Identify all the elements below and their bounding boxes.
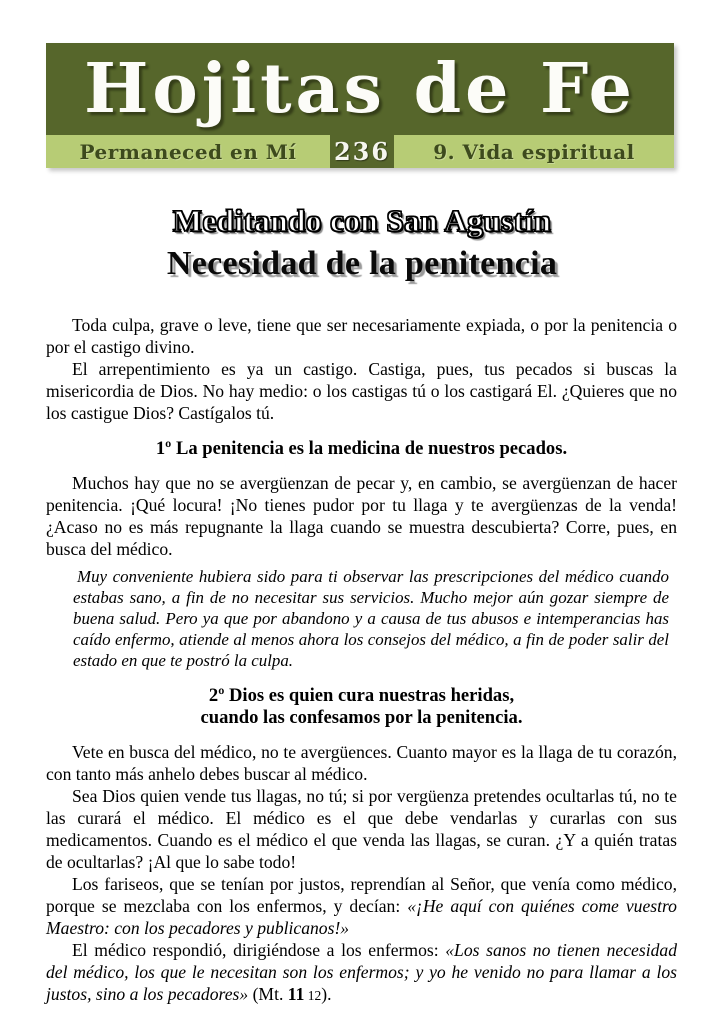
section-heading-2-line2: cuando las confesamos por la penitencia.	[200, 707, 523, 728]
scripture-ref-chapter: 11	[287, 984, 305, 1004]
masthead	[46, 43, 674, 168]
scripture-ref-verse: 12	[304, 988, 322, 1003]
article-title: Necesidad de la penitencia	[166, 244, 558, 282]
paragraph-2: El arrepentimiento es ya un castigo. Castiga, pues, tus pecados si buscas la misericordia de Dios. No hay medio: o los castigas tú o los castigará El. ¿Quieres que no los castigue Dios? Castígalos tú.	[46, 359, 677, 423]
issue-number-box	[330, 135, 394, 168]
paragraph-1: Toda culpa, grave o leve, tiene que ser necesariamente expiada, o por la penitencia o por el castigo divino.	[46, 315, 677, 357]
paragraph-5: Sea Dios quien vende tus llagas, no tú; si por vergüenza pretendes ocultarlas tú, no te las curará el médico. El médico es el que debe vendarlas y curarlas con sus medicamentos. Cuando es el médico el que venda las llagas, se curan. ¿Y a quién tratas de ocultarlas? ¡Al que lo sabe todo!	[46, 786, 677, 872]
scripture-ref-open: (Mt.	[248, 984, 288, 1004]
masthead-series: 9. Vida espiritual	[433, 139, 635, 164]
quote-block: Muy conveniente hubiera sido para ti observar las prescripciones del médico cuando estabas sano, a fin de no necesitar sus servicios. Mucho mejor aún gozar siempre de buena salud. Pero ya que por abandono y a causa de tus abusos e intemperancias has caído enfermo, atiende al menos ahora los consejos del médico, a fin de poder salir del estado en que te postró la culpa.	[73, 567, 669, 670]
section-heading-2	[46, 685, 677, 729]
section-heading-1: 1º La penitencia es la medicina de nuestros pecados.	[155, 438, 568, 459]
masthead-motto: Permaneced en Mí	[79, 139, 297, 164]
paragraph-7	[46, 939, 677, 1007]
article-title-block	[0, 202, 724, 283]
issue-number: 236	[333, 137, 391, 166]
paragraph-7-quote: «Los sanos no tienen necesidad del médico, los que le necesitan son los enfermos; y yo he venido no para llamar a los justos, sino a los pecadores»	[46, 940, 677, 1004]
paragraph-4: Vete en busca del médico, no te avergüences. Cuanto mayor es la llaga de tu corazón, con tanto más anhelo debes buscar al médico.	[46, 742, 677, 784]
masthead-motto-box	[46, 135, 330, 168]
masthead-series-box	[394, 135, 674, 168]
scripture-ref-close: ).	[321, 984, 332, 1004]
publication-title: Hojitas de Fe	[84, 49, 636, 129]
paragraph-7-text: El médico respondió, dirigiéndose a los enfermos:	[72, 940, 446, 960]
paragraph-6-text: Los fariseos, que se tenían por justos, reprendían al Señor, que venía como médico, porque se mezclaba con los enfermos, y decían:	[46, 874, 677, 916]
paragraph-6	[46, 873, 677, 939]
article-supertitle: Meditando con San Agustín	[172, 203, 552, 238]
section-heading-2-line1: 2º Dios es quien cura nuestras heridas,	[208, 685, 515, 706]
masthead-banner	[46, 43, 674, 135]
masthead-subbar	[46, 135, 674, 168]
paragraph-6-quote: «¡He aquí con quiénes come vuestro Maestro: con los pecadores y publicanos!»	[46, 896, 677, 938]
article-body	[46, 314, 677, 1007]
paragraph-3: Muchos hay que no se avergüenzan de pecar y, en cambio, se avergüenzan de hacer penitencia. ¡Qué locura! ¡No tienes pudor por tu llaga y te avergüenzas de la venda! ¿Acaso no es más repugnante la llaga cuando se muestra descubierta? Corre, pues, en busca del médico.	[46, 473, 677, 559]
